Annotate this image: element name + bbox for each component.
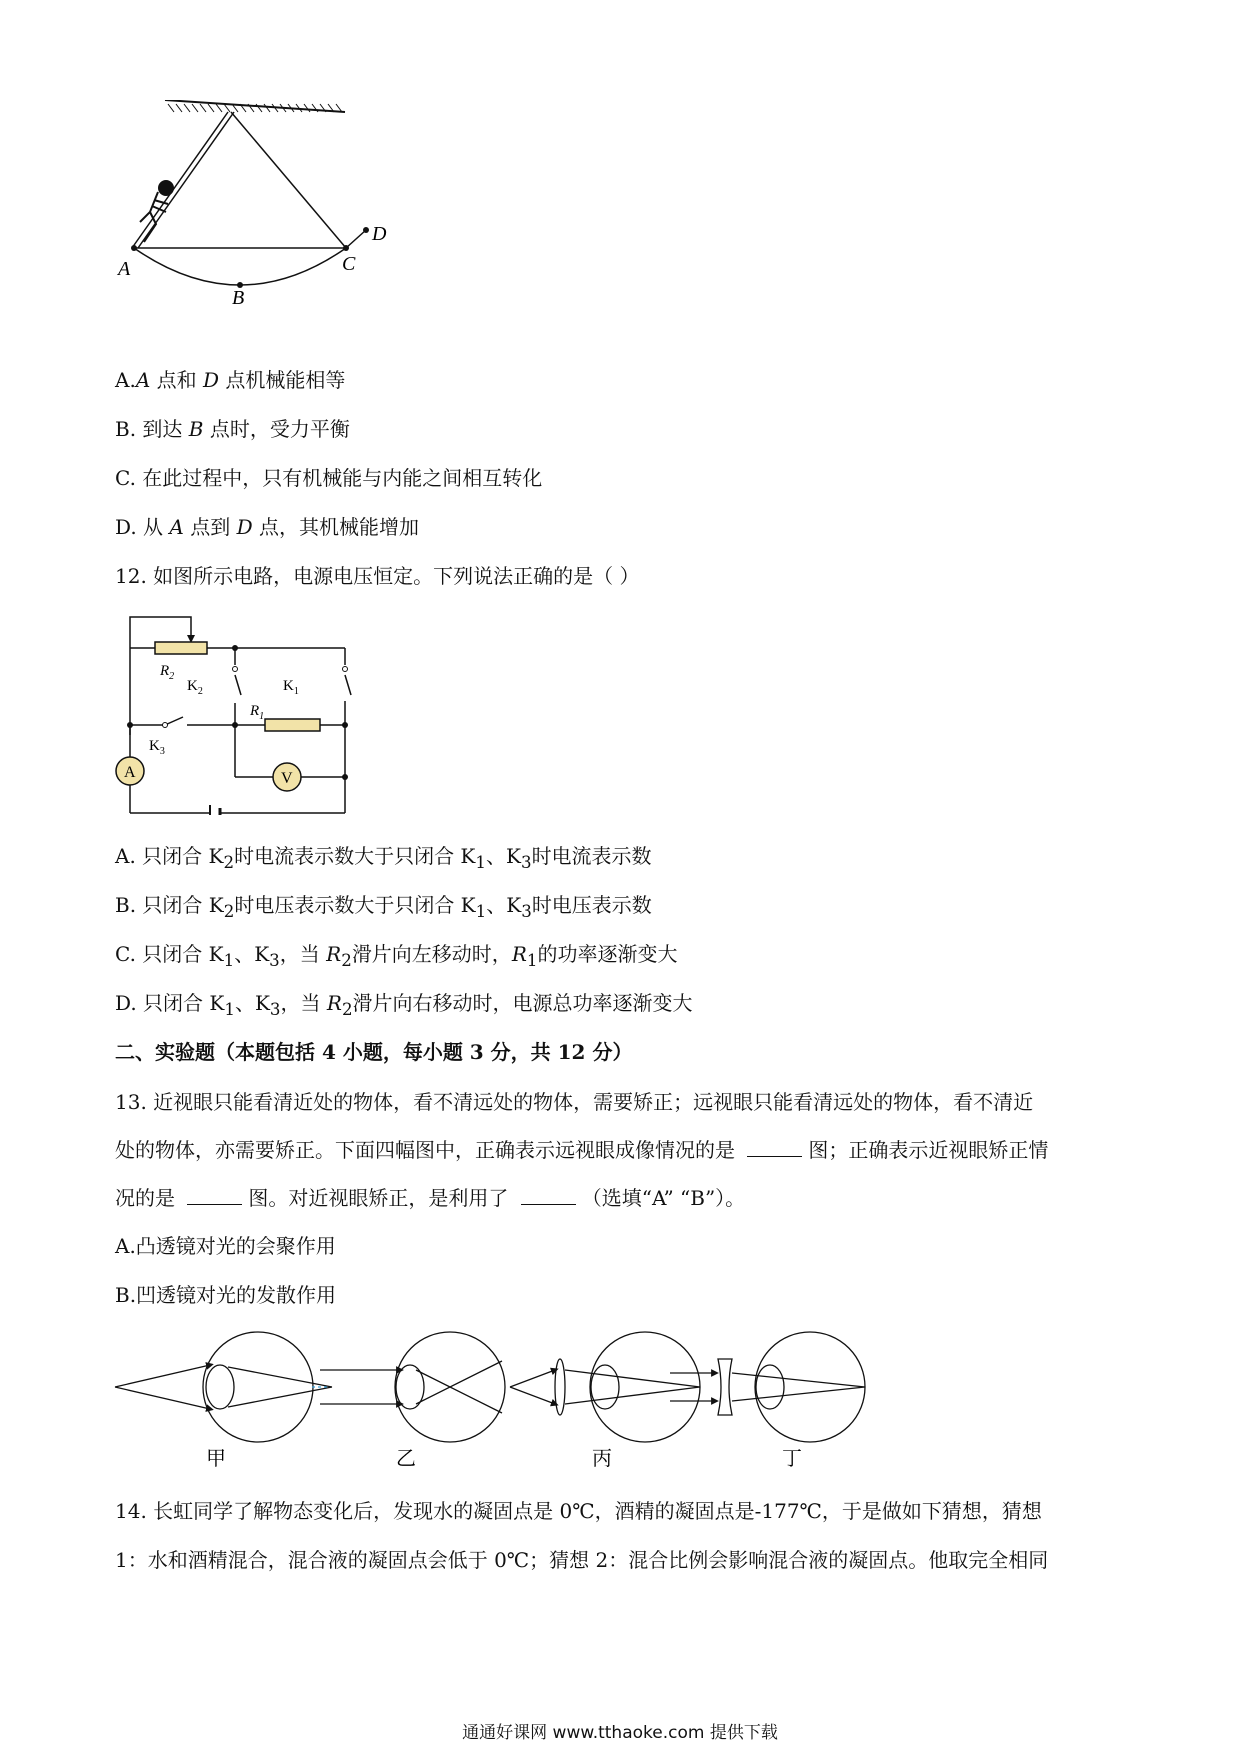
label-c: C [342, 253, 356, 275]
voltmeter-label: V [281, 770, 293, 787]
q11-option-a: A.A 点和 D 点机械能相等 [115, 368, 346, 392]
eye-label-ding: 丁 [782, 1448, 802, 1470]
q11-option-c: C. 在此过程中，只有机械能与内能之间相互转化 [115, 466, 543, 490]
point-c [343, 245, 349, 251]
label-b: B [232, 287, 245, 309]
point-d [363, 227, 369, 233]
q12-stem: 12. 如图所示电路，电源电压恒定。下列说法正确的是（ ） [115, 564, 640, 588]
eye-label-yi: 乙 [396, 1448, 416, 1470]
label-d: D [372, 223, 387, 245]
circuit-figure [115, 605, 375, 815]
eye-label-bing: 丙 [592, 1448, 612, 1470]
q13-option-b: B.凹透镜对光的发散作用 [115, 1283, 337, 1307]
eye-label-jia: 甲 [206, 1448, 226, 1470]
answer-blank-1[interactable] [747, 1138, 802, 1157]
q14-line-1: 14. 长虹同学了解物态变化后，发现水的凝固点是 0℃，酒精的凝固点是-177℃，于是做如下猜想，猜想 [115, 1499, 1042, 1523]
q13-option-a: A.凸透镜对光的会聚作用 [115, 1234, 336, 1258]
q11-option-d: D. 从 A 点到 D 点，其机械能增加 [115, 515, 419, 539]
eye-diagrams [110, 1325, 870, 1475]
q12-option-c: C. 只闭合 $K_1$、$K_3$，当 $R_2$滑片向左移动时，$R_1$的功率逐渐变大 [115, 942, 678, 970]
footer-credit: 通通好课网 www.tthaoke.com 提供下载 [462, 1723, 778, 1743]
q14-line-2: 1：水和酒精混合，混合液的凝固点会低于 0℃；猜想 2：混合比例会影响混合液的凝固点。他取完全相同 [115, 1548, 1049, 1572]
r2-label: $R_2$ [160, 663, 175, 682]
label-a: A [118, 258, 131, 280]
q12-option-d: D. 只闭合 $K_1$、$K_3$，当 $R_2$滑片向右移动时，电源总功率逐渐变大 [115, 991, 693, 1019]
ammeter-label: A [124, 764, 136, 781]
q13-line-1: 13. 近视眼只能看清近处的物体，看不清远处的物体，需要矫正；远视眼只能看清远处的物体，看不清近 [115, 1090, 1034, 1114]
pendulum-figure [110, 100, 430, 350]
k2-label: $K_2$ [187, 678, 203, 697]
q13-line-3: 况的是 图。对近视眼矫正，是利用了 （选填“A” “B”）。 [115, 1186, 746, 1210]
answer-blank-3[interactable] [521, 1186, 576, 1205]
q11-option-b: B. 到达 B 点时，受力平衡 [115, 417, 350, 441]
section-title: 二、实验题（本题包括 4 小题，每小题 3 分，共 12 分） [115, 1040, 633, 1064]
q13-line-2: 处的物体，亦需要矫正。下面四幅图中，正确表示远视眼成像情况的是 图；正确表示近视眼矫正情 [115, 1138, 1049, 1162]
k3-label: $K_3$ [149, 738, 165, 757]
k1-label: $K_1$ [283, 678, 299, 697]
point-a [131, 245, 137, 251]
q12-option-a: A. 只闭合 $K_2$时电流表示数大于只闭合 $K_1$、$K_3$时电流表示数 [115, 844, 652, 872]
answer-blank-2[interactable] [187, 1186, 242, 1205]
q12-option-b: B. 只闭合 $K_2$时电压表示数大于只闭合 $K_1$、$K_3$时电压表示数 [115, 893, 652, 921]
r1-label: $R_1$ [250, 703, 265, 722]
